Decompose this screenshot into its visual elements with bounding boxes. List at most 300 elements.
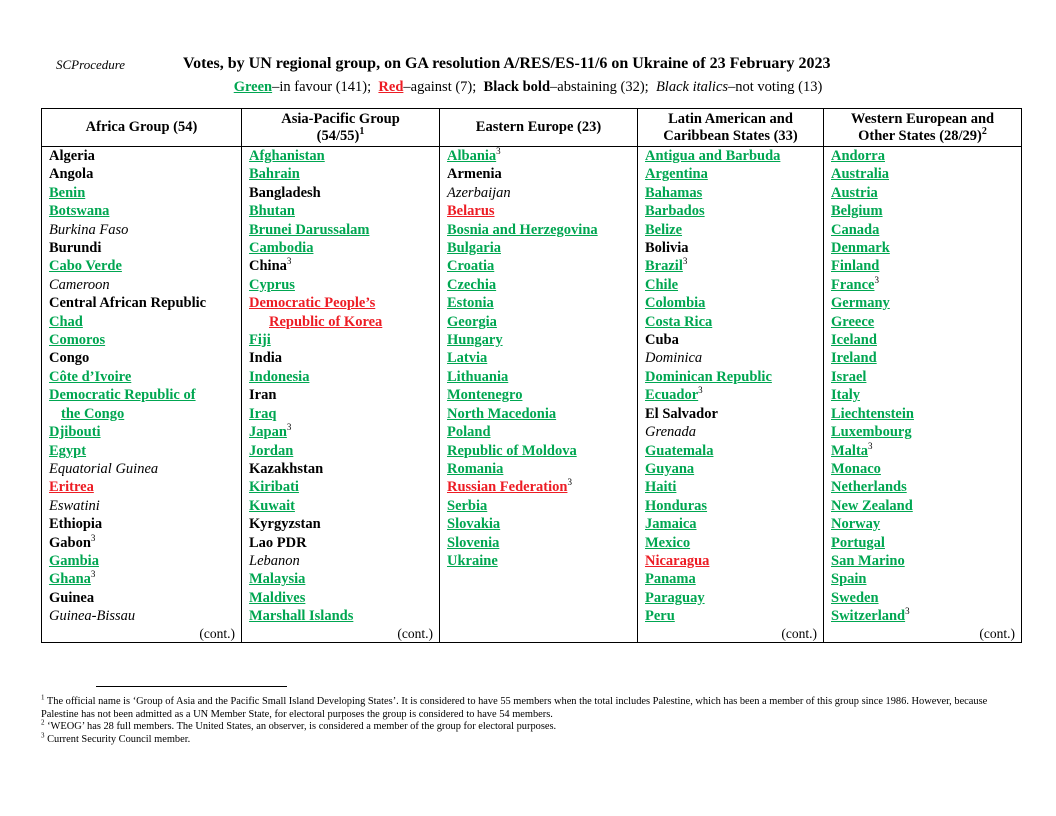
country-name: Kyrgyzstan: [249, 516, 321, 533]
country-item: [249, 442, 439, 460]
footnote-ref: 3: [698, 385, 703, 396]
group-header-line: $(54/55)^1$: [316, 125, 365, 144]
legend-bold-text: –abstaining (32);: [550, 79, 649, 95]
country-item: [447, 257, 637, 275]
country-name: Ethiopia: [49, 516, 103, 533]
country-item: [249, 294, 439, 312]
footnote-text: Current Security Council member.: [44, 733, 191, 745]
country-name: Switzerland: [831, 608, 906, 625]
country-item: [831, 276, 1021, 294]
country-name: Gabon: [49, 534, 91, 551]
country-name: Croatia: [447, 258, 495, 275]
footnote: [41, 718, 1001, 734]
country-list: [49, 147, 241, 626]
country-item: [249, 276, 439, 294]
country-item: [645, 442, 823, 460]
legend-red-text: –against (7);: [403, 79, 477, 95]
country-item: [831, 221, 1021, 239]
country-item: [49, 239, 241, 257]
country-item: [447, 478, 637, 496]
country-item: [249, 552, 439, 570]
country-name: Monaco: [831, 460, 881, 477]
country-item: [249, 221, 439, 239]
country-name: Brunei Darussalam: [249, 221, 370, 238]
country-list: [447, 147, 637, 570]
country-name: Dominican Republic: [645, 368, 772, 385]
footnote-ref: 3: [682, 256, 688, 267]
country-name: the Congo: [61, 405, 125, 422]
country-name: Norway: [831, 516, 881, 533]
country-name: Cuba: [645, 332, 679, 349]
country-list: [249, 147, 439, 626]
country-item: [249, 589, 439, 607]
country-item: [831, 589, 1021, 607]
country-item: [645, 147, 823, 165]
country-name: Cabo Verde: [49, 258, 122, 275]
continued-label: (cont.): [781, 626, 817, 641]
country-name: Eritrea: [49, 479, 94, 496]
country-item: [645, 202, 823, 220]
country-item: [49, 478, 241, 496]
country-item: [831, 570, 1021, 588]
country-item: [447, 184, 637, 202]
country-name: Japan: [249, 424, 287, 441]
footnote-text: ‘WEOG’ has 28 full members. The United States, an observer, is considered a member of the group for electoral purposes.: [44, 721, 557, 732]
country-item: [49, 552, 241, 570]
country-item: [645, 184, 823, 202]
group-header: [824, 109, 1022, 147]
country-item: [831, 368, 1021, 386]
country-name: Latvia: [447, 350, 488, 367]
country-name: Denmark: [831, 240, 890, 257]
country-item: [49, 570, 241, 588]
country-item: [645, 570, 823, 588]
country-item: [249, 386, 439, 404]
group-header: [440, 109, 638, 147]
footnote-ref: 3: [905, 606, 910, 617]
country-name: Honduras: [645, 497, 708, 514]
country-name: India: [249, 350, 283, 367]
vote-legend: [0, 79, 1056, 96]
country-name: Romania: [447, 460, 504, 477]
country-name: Jordan: [249, 442, 294, 459]
country-item: [645, 349, 823, 367]
footnote: [41, 693, 1001, 721]
country-item: [645, 552, 823, 570]
country-item: [645, 257, 823, 275]
country-name: Ukraine: [447, 552, 498, 569]
country-name: Ireland: [831, 350, 877, 367]
footnote-text: The official name is ‘Group of Asia and the Pacific Small Island Developing States’. It is considered to have 55 members when the total includes Palestine, which has been a member of this group since 1986. However, because Palestine has not been admitted as a UN Member State, for electoral purposes the group is considered to have 54 members.: [41, 696, 988, 720]
country-item: [249, 570, 439, 588]
country-item: [645, 589, 823, 607]
country-name: Republic of Moldova: [447, 442, 577, 459]
country-list: [645, 147, 823, 626]
country-name: Malaysia: [249, 571, 306, 588]
country-item: [249, 534, 439, 552]
country-item: [249, 331, 439, 349]
country-item: [447, 442, 637, 460]
country-item: [645, 497, 823, 515]
country-item: [645, 607, 823, 625]
country-item: [645, 331, 823, 349]
country-name: Indonesia: [249, 368, 310, 385]
country-item: [447, 423, 637, 441]
country-item: [249, 515, 439, 533]
country-name: Central African Republic: [49, 295, 207, 312]
country-item: [831, 607, 1021, 625]
country-item: [49, 294, 241, 312]
country-name: Finland: [831, 258, 880, 275]
country-item: [447, 368, 637, 386]
country-item: [831, 478, 1021, 496]
table-header-row: [42, 109, 1022, 147]
footnote-ref: 3: [286, 422, 292, 433]
country-name: Burkina Faso: [49, 221, 129, 238]
country-item: [645, 294, 823, 312]
country-name: Panama: [645, 571, 696, 588]
group-column: [824, 147, 1022, 643]
country-item: [831, 552, 1021, 570]
country-item: [49, 313, 241, 331]
country-item: [447, 552, 637, 570]
country-item: [249, 423, 439, 441]
country-name: Liechtenstein: [831, 405, 914, 422]
country-item: [831, 331, 1021, 349]
country-name: Iceland: [831, 332, 877, 349]
group-header: [638, 109, 824, 147]
country-item: [49, 331, 241, 349]
country-item: [645, 460, 823, 478]
country-item: [831, 405, 1021, 423]
country-item: [447, 331, 637, 349]
country-item: [645, 534, 823, 552]
country-name: Bosnia and Herzegovina: [447, 221, 598, 238]
country-name: Cameroon: [49, 276, 110, 293]
continued-label: (cont.): [199, 626, 235, 641]
country-name: Democratic People’s: [249, 295, 376, 312]
country-name: China: [249, 258, 287, 275]
country-name: Chad: [49, 313, 83, 330]
table-body-row: [42, 147, 1022, 643]
country-name: Eswatini: [49, 497, 100, 514]
group-header-line: Eastern Europe (23): [475, 119, 602, 135]
country-name: Kiribati: [249, 479, 299, 496]
country-item: [645, 423, 823, 441]
footnote-ref: 1: [359, 125, 365, 137]
country-name: Albania: [447, 148, 497, 164]
country-name: Iran: [249, 387, 277, 404]
country-name: Kazakhstan: [249, 460, 324, 477]
country-item: [249, 607, 439, 625]
group-header-line: Caribbean States (33): [663, 127, 798, 144]
legend-bold-word: Black bold: [483, 79, 551, 95]
country-name: Ghana: [49, 571, 91, 588]
footnote-ref: 3: [567, 477, 572, 488]
country-list: [831, 147, 1021, 626]
country-name: Armenia: [447, 166, 502, 183]
country-name: Kuwait: [249, 497, 295, 514]
country-name: Hungary: [447, 332, 503, 349]
footnote-number: 1: [41, 693, 45, 702]
group-header-line: Latin American and: [668, 110, 793, 127]
country-item: [249, 497, 439, 515]
country-item: [249, 478, 439, 496]
group-header: [42, 109, 242, 147]
continued-label: (cont.): [979, 626, 1015, 641]
country-item: [645, 515, 823, 533]
country-name: Barbados: [645, 203, 705, 220]
continued-label: (cont.): [397, 626, 433, 641]
country-name: Haiti: [645, 479, 677, 496]
country-item: [831, 349, 1021, 367]
country-name: Germany: [831, 295, 890, 312]
country-item: [49, 202, 241, 220]
country-item: [249, 147, 439, 165]
country-name: Slovenia: [447, 534, 500, 551]
country-name: Equatorial Guinea: [49, 460, 159, 477]
footnote-ref: 3: [90, 569, 96, 580]
country-item: [249, 202, 439, 220]
group-header-line: Africa Group (54): [85, 119, 198, 135]
country-item: [49, 221, 241, 239]
footnote-number: 2: [41, 718, 45, 727]
country-name: Australia: [831, 166, 889, 183]
country-name: Portugal: [831, 534, 885, 551]
country-item: [447, 405, 637, 423]
country-item: [645, 313, 823, 331]
country-item: [49, 184, 241, 202]
country-name: Lebanon: [249, 552, 300, 569]
country-item: [831, 184, 1021, 202]
country-item: [447, 349, 637, 367]
page-title: Votes, by UN regional group, on GA resolution A/RES/ES-11/6 on Ukraine of 23 February 2023: [183, 55, 831, 72]
country-item: [447, 497, 637, 515]
country-name: Spain: [831, 571, 867, 588]
country-name: Russian Federation: [447, 479, 568, 496]
group-header-line: Other States $(28/29)^2$: [858, 125, 987, 144]
country-name: Afghanistan: [249, 148, 325, 164]
country-name: Bolivia: [645, 240, 689, 257]
footnote-ref: 3: [90, 532, 96, 543]
country-name: New Zealand: [831, 497, 913, 514]
country-item: [831, 515, 1021, 533]
country-name: Democratic Republic of: [49, 387, 196, 404]
footnote-ref: 3: [286, 256, 292, 267]
country-name: Marshall Islands: [249, 608, 354, 625]
country-name: Lao PDR: [249, 534, 307, 551]
country-name: Angola: [49, 166, 94, 183]
country-name: Fiji: [249, 332, 271, 349]
country-name: Estonia: [447, 295, 494, 312]
country-name: Botswana: [49, 203, 110, 220]
country-name: Brazil: [645, 258, 683, 275]
country-name: Malta: [831, 442, 869, 459]
group-header-line: Western European and: [850, 110, 995, 127]
country-item: [447, 239, 637, 257]
country-item: [49, 460, 241, 478]
footnote-ref: 2: [981, 125, 987, 137]
group-column: [242, 147, 440, 643]
country-name: Bulgaria: [447, 240, 501, 257]
country-item: [49, 515, 241, 533]
country-item: [249, 349, 439, 367]
country-name: Belgium: [831, 203, 883, 220]
country-name: Guinea-Bissau: [49, 608, 136, 625]
legend-italic-word: Black italics: [655, 79, 729, 95]
group-column: [638, 147, 824, 643]
country-name: Republic of Korea: [269, 313, 383, 330]
country-name: Greece: [831, 313, 875, 330]
footnotes: [41, 693, 1001, 746]
country-name: Guyana: [645, 460, 695, 477]
country-name: Jamaica: [645, 516, 697, 533]
country-name: Algeria: [49, 148, 95, 164]
country-name: Colombia: [645, 295, 706, 312]
country-item: [249, 257, 439, 275]
country-item: [831, 239, 1021, 257]
country-item: [249, 460, 439, 478]
country-name: Costa Rica: [645, 313, 713, 330]
footnote: [41, 731, 1001, 747]
country-item: [49, 386, 241, 404]
country-name: Iraq: [249, 405, 277, 422]
footnote-ref: 3: [496, 146, 501, 157]
legend-green-word: Green: [233, 79, 273, 95]
country-item: [447, 313, 637, 331]
country-name: Benin: [49, 184, 86, 201]
country-item: [447, 221, 637, 239]
country-name: Slovakia: [447, 516, 501, 533]
country-item: [249, 368, 439, 386]
country-name: Montenegro: [447, 387, 523, 404]
country-name: Georgia: [447, 313, 497, 330]
country-name: Dominica: [645, 350, 703, 367]
group-column: [440, 147, 638, 643]
country-item: [447, 147, 637, 165]
legend-green-text: –in favour (141);: [272, 79, 372, 95]
country-item: [49, 589, 241, 607]
country-name: Bahrain: [249, 166, 300, 183]
country-item: [831, 534, 1021, 552]
country-item: [447, 386, 637, 404]
country-name: Comoros: [49, 332, 106, 349]
country-item: [831, 497, 1021, 515]
country-name: Burundi: [49, 240, 102, 257]
footnote-ref: 3: [874, 275, 879, 286]
country-item: [249, 184, 439, 202]
country-item: [645, 276, 823, 294]
legend-italic-text: –not voting (13): [728, 79, 823, 95]
country-item: [49, 534, 241, 552]
footnote-divider: [96, 686, 287, 687]
country-name: Lithuania: [447, 368, 509, 385]
country-name: Canada: [831, 221, 880, 238]
country-name: Serbia: [447, 497, 488, 514]
legend-red-word: Red: [378, 79, 404, 95]
country-name: Cyprus: [249, 276, 295, 293]
country-name: Netherlands: [831, 479, 907, 496]
country-item: [49, 607, 241, 625]
country-item: [49, 423, 241, 441]
country-item: [831, 147, 1021, 165]
country-item: [645, 221, 823, 239]
country-item: [645, 368, 823, 386]
country-name: Poland: [447, 424, 491, 441]
country-item: [49, 147, 241, 165]
country-item: [249, 165, 439, 183]
country-name: Israel: [831, 368, 867, 385]
country-name: Antigua and Barbuda: [645, 148, 781, 164]
country-name: Maldives: [249, 589, 306, 606]
group-header: [242, 109, 440, 147]
country-item: [249, 405, 439, 423]
country-item: [447, 294, 637, 312]
country-item: [645, 478, 823, 496]
country-item: [447, 515, 637, 533]
country-name: Guinea: [49, 589, 95, 606]
country-name: Argentina: [645, 166, 708, 183]
country-name: Djibouti: [49, 424, 101, 441]
country-item: [49, 368, 241, 386]
country-item: [831, 294, 1021, 312]
country-item: [645, 165, 823, 183]
country-name: North Macedonia: [447, 405, 557, 422]
country-name: Belarus: [447, 203, 495, 220]
country-name: Nicaragua: [645, 552, 710, 569]
country-name: Bahamas: [645, 184, 703, 201]
country-name: Chile: [645, 276, 679, 293]
country-item: [831, 202, 1021, 220]
country-item: [831, 442, 1021, 460]
country-item: [49, 349, 241, 367]
country-name: Azerbaijan: [447, 184, 511, 201]
country-name: Mexico: [645, 534, 691, 551]
country-name: Czechia: [447, 276, 497, 293]
country-name: Grenada: [645, 424, 697, 441]
country-name: Andorra: [831, 148, 885, 164]
footnote-ref: 3: [868, 440, 873, 451]
country-name: Egypt: [49, 442, 87, 459]
country-name: Côte d’Ivoire: [49, 368, 132, 385]
country-name: Gambia: [49, 552, 99, 569]
country-name: Peru: [645, 608, 675, 625]
group-column: [42, 147, 242, 643]
country-item: [49, 276, 241, 294]
footnote-number: 3: [41, 731, 45, 740]
country-name: San Marino: [831, 552, 905, 569]
country-item: [447, 534, 637, 552]
country-name: Congo: [49, 350, 90, 367]
country-name: Luxembourg: [831, 424, 912, 441]
country-item: [49, 165, 241, 183]
country-item: [249, 239, 439, 257]
country-item: [49, 497, 241, 515]
country-name: Belize: [645, 221, 683, 238]
country-name: Bangladesh: [249, 184, 321, 201]
country-item: [447, 165, 637, 183]
procedure-label: SCProcedure: [56, 57, 126, 72]
country-item: [447, 460, 637, 478]
country-item: [447, 276, 637, 294]
country-name: Guatemala: [645, 442, 714, 459]
country-item: [645, 239, 823, 257]
country-item: [645, 386, 823, 404]
country-item: [49, 257, 241, 275]
country-item: [831, 313, 1021, 331]
country-item: [831, 386, 1021, 404]
country-item-continued: [249, 313, 439, 331]
